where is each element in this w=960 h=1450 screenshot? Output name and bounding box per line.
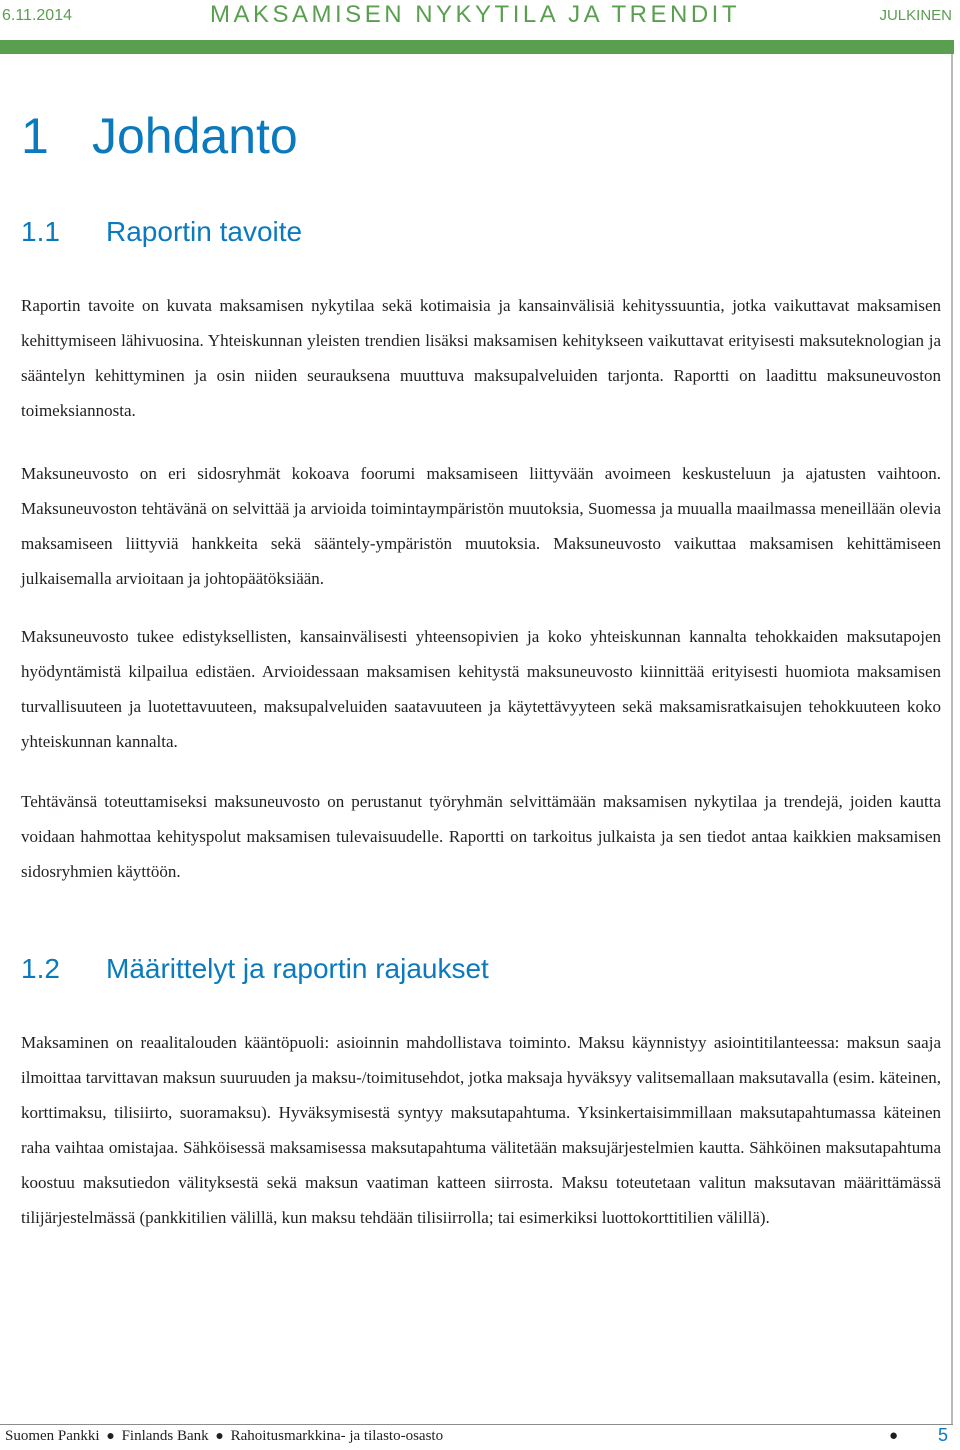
section-number: 1.1 xyxy=(21,216,60,247)
header-date: 6.11.2014 xyxy=(2,7,72,24)
chapter-number: 1 xyxy=(21,108,49,164)
bullet-icon: ● xyxy=(215,1429,224,1444)
section-title: Määrittelyt ja raportin rajaukset xyxy=(106,953,489,984)
paragraph: Raportin tavoite on kuvata maksamisen nykytilaa sekä kotimaisia ja kansainvälisiä kehityssuuntia, jotka vaikuttavat maksamisen kehittymiseen lähivuosina. Yhteiskunnan yleisten trendien lisäksi maksamisen kehitykseen vaikuttavat erityisesti maksuteknologian ja sääntelyn kehittyminen ja osin niiden seurauksena muuttuva maksupalveluiden tarjonta. Raportti on laadittu maksuneuvoston toimeksiannosta. xyxy=(21,296,941,420)
bullet-icon: ● xyxy=(106,1429,115,1444)
footer-org-fi: Suomen Pankki xyxy=(5,1428,100,1444)
page-header xyxy=(0,0,960,40)
section-title: Raportin tavoite xyxy=(106,216,303,247)
bullet-icon: ● xyxy=(889,1428,899,1444)
page-number: 5 xyxy=(938,1425,949,1445)
header-classification: JULKINEN xyxy=(879,7,952,24)
section-number: 1.2 xyxy=(21,953,60,984)
footer-rule xyxy=(0,1424,953,1425)
page-footer xyxy=(5,1428,443,1445)
paragraph: Maksaminen on reaalitalouden kääntöpuoli: asioinnin mahdollistava toiminto. Maksu käynnistyy asiointitilanteessa: maksun saaja ilmoittaa tarvittavan maksun suuruuden ja maksu-/toimitusehdot, jotka maksaja hyväksyy valitsemallaan maksutavalla (esim. käteinen, korttimaksu, tilisiirto, suoramaksu). Hyväksymisestä syntyy maksutapahtuma. Yksinkertaisimmillaan maksutapahtumassa käteinen raha vaihtaa omistajaa. Sähköisessä maksamisessa maksutapahtuma välitetään maksujärjestelmien kautta. Sähköinen maksutapahtuma koostuu maksutiedon välityksestä sekä maksun vaatiman katteen siirrosta. Maksu toteutetaan valitun maksutavan määrittämässä tilijärjestelmässä (pankkitilien välillä, kun maksu tehdään tilisiirrolla; tai esimerkiksi luottokorttitilien välillä). xyxy=(21,1033,941,1227)
paragraph: Maksuneuvosto on eri sidosryhmät kokoava foorumi maksamiseen liittyvään avoimeen keskusteluun ja ajatusten vaihtoon. Maksuneuvoston tehtävänä on selvittää ja arvioida toimintaympäristön muutoksia, Suomessa ja muualla maailmassa meneillään olevia maksamiseen liittyviä hankkeita sekä sääntely-ympäristön muutoksia. Maksuneuvosto vaikuttaa maksamisen kehittämiseen julkaisemalla arvioitaan ja johtopäätöksiään. xyxy=(21,464,941,588)
right-margin-rule xyxy=(951,54,953,1424)
paragraph: Maksuneuvosto tukee edistyksellisten, kansainvälisesti yhteensopivien ja koko yhteiskunnan kannalta tehokkaiden maksutapojen hyödyntämistä kilpailua edistäen. Arvioidessaan maksamisen kehitystä maksuneuvosto kiinnittää erityisesti huomiota maksamisen turvallisuuteen ja luotettavuuteen, maksupalveluiden saatavuuteen ja käytettävyyteen sekä maksamisratkaisujen tehokkuuteen koko yhteiskunnan kannalta. xyxy=(21,627,941,751)
footer-department: Rahoitusmarkkina- ja tilasto-osasto xyxy=(230,1428,444,1444)
header-bar xyxy=(0,40,954,54)
footer-org-sv: Finlands Bank xyxy=(121,1428,209,1444)
paragraph: Tehtävänsä toteuttamiseksi maksuneuvosto on perustanut työryhmän selvittämään maksamisen nykytilaa ja trendejä, joiden kautta voidaan hahmottaa kehityspolut maksamisen tulevaisuudelle. Raportti on tarkoitus julkaista ja sen tiedot antaa kaikkien maksamisen sidosryhmien käyttöön. xyxy=(21,792,941,881)
chapter-title: Johdanto xyxy=(92,108,298,164)
section-heading-1-1 xyxy=(21,216,302,248)
header-title: MAKSAMISEN NYKYTILA JA TRENDIT xyxy=(210,1,740,28)
chapter-heading xyxy=(21,107,298,165)
section-heading-1-2 xyxy=(21,953,489,985)
